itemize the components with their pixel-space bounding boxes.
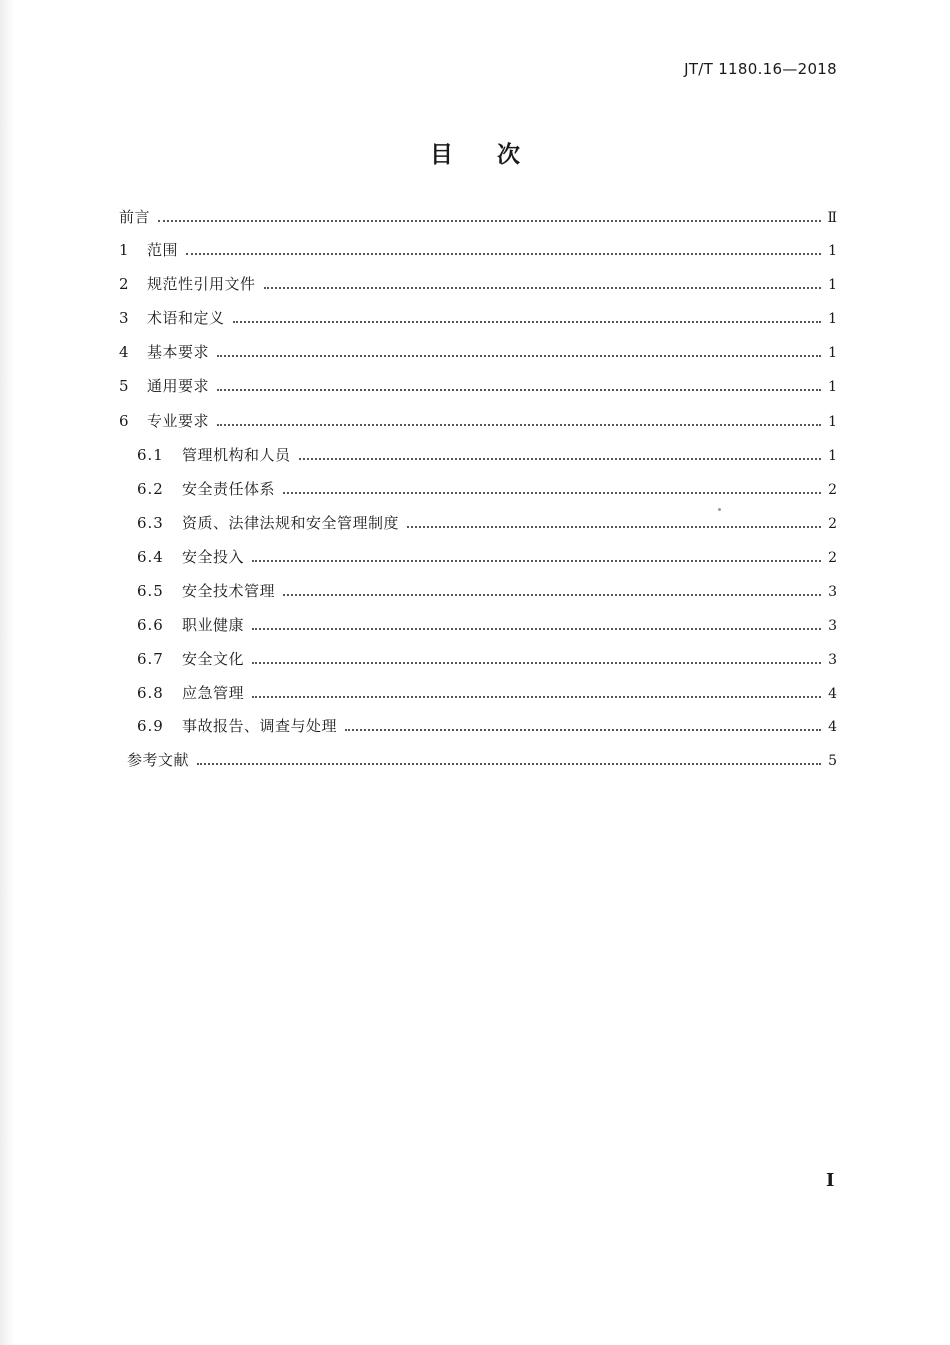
dot-leader (233, 321, 821, 323)
toc-entry-2[interactable] (119, 273, 837, 296)
toc-entry-label: 应急管理 (182, 684, 245, 702)
toc-entry-5[interactable] (119, 375, 837, 398)
dot-leader (283, 492, 821, 494)
toc-entry-label: 基本要求 (147, 343, 210, 361)
dot-leader (252, 628, 821, 630)
toc-title: 目次 (430, 142, 564, 168)
dot-leader (217, 389, 821, 391)
toc-entry-page: 1 (828, 345, 837, 361)
toc-entry-label: 通用要求 (147, 377, 210, 395)
toc-entry-number: 1 (119, 241, 129, 259)
toc-entry-number: 6.7 (137, 650, 164, 668)
toc-entry-number: 5 (119, 377, 129, 395)
toc-entry-6-2[interactable] (137, 478, 837, 501)
toc-entry-3[interactable] (119, 307, 837, 330)
toc-entry-page: 2 (828, 482, 837, 498)
toc-entry-page: 1 (828, 379, 837, 395)
toc-entry-number: 3 (119, 309, 129, 327)
toc-entry-label: 前言 (119, 208, 151, 226)
toc-entry-label: 范围 (147, 241, 179, 259)
dot-leader (252, 696, 821, 698)
toc-entry-number: 6.1 (137, 446, 164, 464)
toc-entry-page: 1 (828, 414, 837, 430)
toc-entry-label: 参考文献 (127, 751, 190, 769)
toc-entry-page: 5 (828, 753, 837, 769)
toc-entry-label: 专业要求 (147, 412, 210, 430)
toc-entry-6[interactable] (119, 410, 837, 433)
toc-entry-1[interactable] (119, 239, 837, 262)
dot-leader (283, 594, 821, 596)
toc-entry-page: 1 (828, 448, 837, 464)
toc-entry-page: 1 (828, 243, 837, 259)
toc-entry-label: 安全文化 (182, 650, 245, 668)
toc-entry-number: 2 (119, 275, 129, 293)
toc-entry-number: 6.2 (137, 480, 164, 498)
toc-entry-6-1[interactable] (137, 444, 837, 467)
toc-entry-page: 3 (828, 584, 837, 600)
toc-entry-number: 6 (119, 412, 129, 430)
toc-entry-number: 6.5 (137, 582, 164, 600)
document-code: JT/T 1180.16—2018 (684, 60, 837, 78)
toc-entry-6-4[interactable] (137, 546, 837, 569)
footer-page-number: I (826, 1170, 835, 1191)
toc-entry-label: 管理机构和人员 (182, 446, 291, 464)
toc-entry-label: 安全责任体系 (182, 480, 276, 498)
toc-entry-number: 6.8 (137, 684, 164, 702)
toc-entry-4[interactable] (119, 341, 837, 364)
toc-entry-label: 职业健康 (182, 616, 245, 634)
table-of-contents (119, 198, 837, 778)
dot-leader (217, 424, 821, 426)
toc-entry-references[interactable] (127, 749, 837, 772)
toc-entry-6-5[interactable] (137, 580, 837, 603)
toc-entry-page: 4 (828, 719, 837, 735)
toc-entry-page: 1 (828, 311, 837, 327)
toc-entry-label: 事故报告、调查与处理 (182, 717, 338, 735)
toc-entry-page: 2 (828, 550, 837, 566)
dot-leader (217, 355, 821, 357)
dot-leader (264, 287, 821, 289)
scan-edge (0, 0, 14, 1345)
scan-speck (718, 508, 721, 511)
toc-entry-page: 1 (828, 277, 837, 293)
toc-entry-number: 6.4 (137, 548, 164, 566)
toc-entry-number: 6.9 (137, 717, 164, 735)
toc-entry-number: 6.3 (137, 514, 164, 532)
dot-leader (197, 763, 821, 765)
dot-leader (299, 458, 821, 460)
toc-entry-number: 6.6 (137, 616, 164, 634)
toc-entry-label: 术语和定义 (147, 309, 225, 327)
toc-entry-6-7[interactable] (137, 648, 837, 671)
toc-entry-label: 安全投入 (182, 548, 245, 566)
toc-entry-page: 2 (828, 516, 837, 532)
dot-leader (158, 220, 821, 222)
toc-entry-6-9[interactable] (137, 715, 837, 738)
toc-entry-page: 3 (828, 652, 837, 668)
toc-entry-label: 规范性引用文件 (147, 275, 256, 293)
dot-leader (345, 729, 821, 731)
dot-leader (252, 662, 821, 664)
toc-entry-6-8[interactable] (137, 682, 837, 705)
toc-entry-6-6[interactable] (137, 614, 837, 637)
toc-entry-6-3[interactable] (137, 512, 837, 535)
toc-entry-label: 资质、法律法规和安全管理制度 (182, 514, 400, 532)
dot-leader (407, 526, 821, 528)
toc-entry-page: 3 (828, 618, 837, 634)
toc-entry-page: 4 (828, 686, 837, 702)
toc-entry-foreword[interactable] (119, 206, 837, 229)
toc-entry-number: 4 (119, 343, 129, 361)
dot-leader (186, 253, 821, 255)
toc-entry-label: 安全技术管理 (182, 582, 276, 600)
toc-entry-page: Ⅱ (827, 210, 837, 226)
dot-leader (252, 560, 821, 562)
